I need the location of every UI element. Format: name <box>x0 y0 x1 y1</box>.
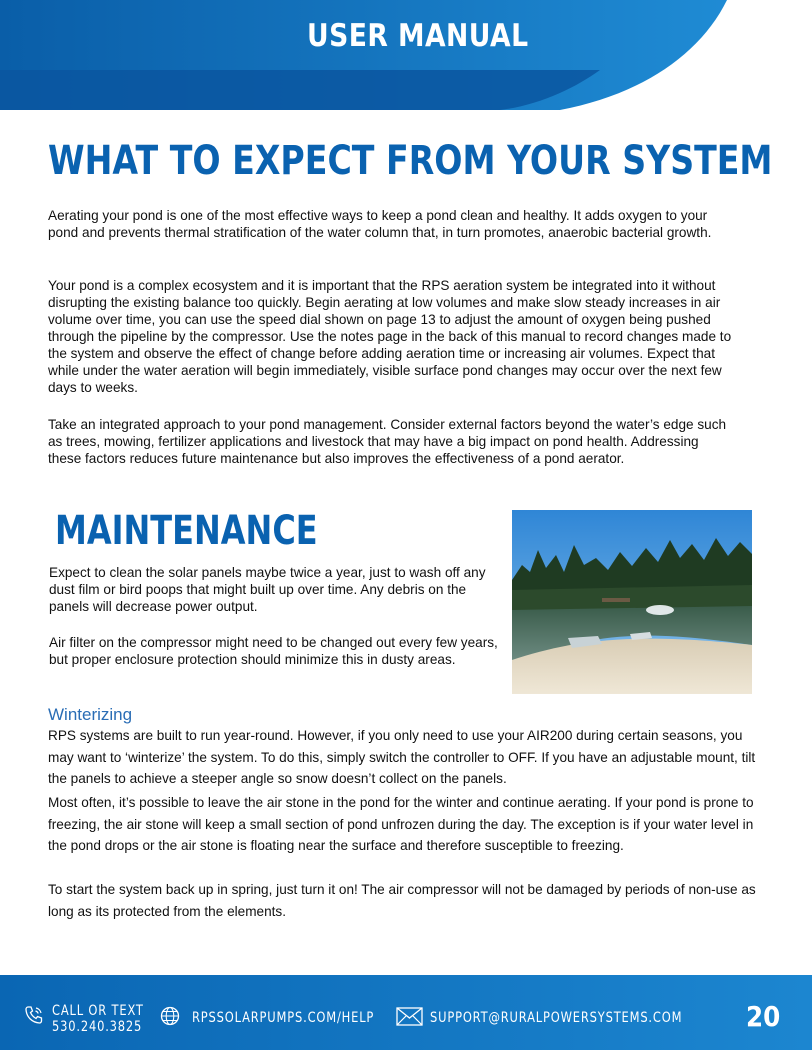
paragraph-spring-start: To start the system back up in spring, just turn it on! The air compressor will not be damaged by periods of non-use as long as its protected from the elements. <box>48 882 756 919</box>
paragraph-air-filter: Air filter on the compressor might need to be changed out every few years, but proper enclosure protection should minimize this in dusty areas. <box>49 635 498 667</box>
paragraph-solar-panels: Expect to clean the solar panels maybe twice a year, just to wash off any dust film or bird poops that might built up over time. Any debris on the panels will decrease power output. <box>49 565 486 614</box>
globe-icon <box>160 1006 180 1026</box>
website-link[interactable]: RPSSOLARPUMPS.COM/HELP <box>192 1010 375 1026</box>
page-header <box>0 0 812 110</box>
page-footer <box>0 975 812 1050</box>
section-heading-maintenance: MAINTENANCE <box>55 508 318 554</box>
section-heading-what-to-expect: WHAT TO EXPECT FROM YOUR SYSTEM <box>48 138 773 184</box>
phone-number[interactable]: 530.240.3825 <box>52 1019 143 1035</box>
paragraph-air-stone: Most often, it’s possible to leave the air stone in the pond for the winter and continue aerating. If your pond is prone to freezing, the air stone will keep a small section of pond unfrozen during the day. The exception is if your water level in the pond drops or the air stone is floating near the surface and therefore susceptible to freezing. <box>48 795 754 853</box>
pond-photo <box>512 510 752 694</box>
paragraph-ecosystem: Your pond is a complex ecosystem and it is important that the RPS aeration system be integrated into it without disrupting the existing balance too quickly. Begin aerating at low volumes and make slow steady increases in air volume over time, you can use the speed dial shown on page 13 to adjust the amount of oxygen being pushed through the pipeline by the compressor. Use the notes page in the back of this manual to record changes made to the system and observe the effect of change before adding aeration time or increasing air volumes. Expect that while under the water aeration will begin immediately, visible surface pond changes may occur over the next few days to weeks. <box>48 278 732 395</box>
footer-contact-phone <box>52 1003 144 1035</box>
header-banner-shape <box>0 0 812 110</box>
paragraph-aerating: Aerating your pond is one of the most effective ways to keep a pond clean and healthy. It adds oxygen to your pond and prevents thermal stratification of the water column that, in turn promotes, anaerobic bacterial growth. <box>48 208 712 240</box>
email-link[interactable]: SUPPORT@RURALPOWERSYSTEMS.COM <box>430 1010 683 1026</box>
call-or-text-label: CALL OR TEXT <box>52 1003 144 1019</box>
subheading-winterizing: Winterizing <box>48 705 133 724</box>
header-title: USER MANUAL <box>307 18 529 54</box>
page-number: 20 <box>746 1000 781 1033</box>
paragraph-year-round: RPS systems are built to run year-round. However, if you only need to use your AIR200 during certain seasons, you may want to ‘winterize’ the system. To do this, simply switch the controller to OFF. If you have an adjustable mount, tilt the panels to achieve a steeper angle so snow doesn’t collect on the panels. <box>48 728 756 786</box>
envelope-icon <box>396 1007 423 1026</box>
paragraph-integrated-approach: Take an integrated approach to your pond management. Consider external factors beyond the water’s edge such as trees, mowing, fertilizer applications and livestock that may have a big impact on pond health. Addressing these factors reduces future maintenance but also improves the effectiveness of a pond aerator. <box>48 417 727 466</box>
phone-icon <box>24 1005 44 1025</box>
